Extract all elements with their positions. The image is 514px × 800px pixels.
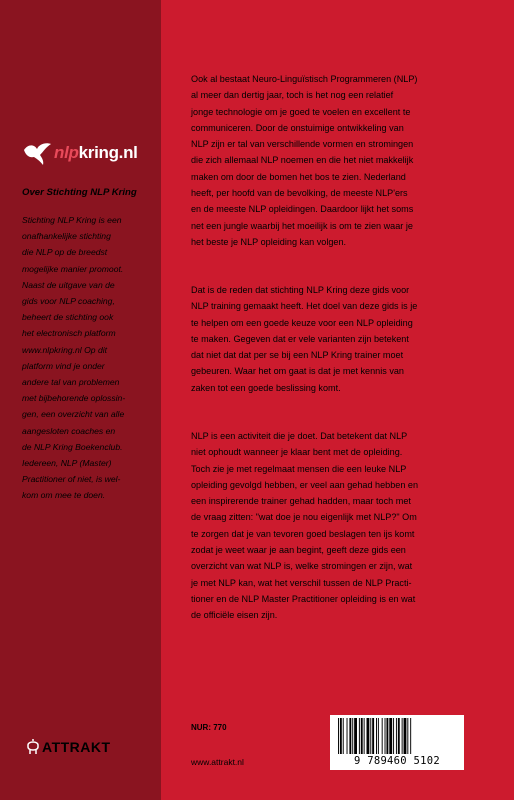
- barcode-bars: [336, 718, 458, 754]
- barcode-bar: [382, 718, 383, 754]
- paragraph-line: je met NLP kan, wat het verschil tussen de NLP Practi-: [191, 577, 412, 588]
- barcode-bar: [364, 718, 365, 754]
- paragraph-line: maken om door de bomen het bos te zien. Nederland: [191, 171, 406, 182]
- about-text-line: aangesloten coaches en: [22, 425, 116, 436]
- barcode-bar: [389, 718, 392, 754]
- paragraph-line: te maken. Gegeven dat er vele varianten zijn betekent: [191, 333, 409, 344]
- isbn-barcode: [330, 715, 464, 770]
- publisher-logo: [26, 739, 111, 755]
- barcode-bar: [385, 718, 386, 754]
- about-text-line: de NLP Kring Boekenclub.: [22, 441, 123, 452]
- barcode-bar: [404, 718, 407, 754]
- paragraph-intro: [191, 71, 496, 250]
- barcode-bar: [361, 718, 363, 754]
- about-text-line: Practitioner of niet, is wel-: [22, 474, 121, 485]
- barcode-bar: [354, 718, 357, 754]
- barcode-bar: [398, 718, 400, 754]
- publisher-name: ATTRAKT: [42, 739, 111, 755]
- paragraph-line: te helpen om een goede keuze voor een NLP opleiding: [191, 317, 413, 328]
- about-text-line: Naast de uitgave van de: [22, 279, 115, 290]
- paragraph-line: de vraag zitten: "wat doe je nou eigenlijk met NLP?" Om: [191, 512, 417, 523]
- barcode-bar: [393, 718, 394, 754]
- about-text-line: gids voor NLP coaching,: [22, 296, 115, 307]
- paragraph-line: een inspirerende trainer gehad hadden, maar toch met: [191, 496, 411, 507]
- about-text-line: kom om mee te doen.: [22, 490, 106, 501]
- about-text-line: het electronisch platform: [22, 328, 116, 339]
- about-text-line: onafhankelijke stichting: [22, 231, 111, 242]
- about-text-line: mogelijke manier promoot.: [22, 263, 124, 274]
- isbn-digits: 9 789460 510: [353, 755, 434, 767]
- paragraph-line: de officiële eisen zijn.: [191, 610, 278, 621]
- logo-nlp: nlp: [54, 143, 79, 162]
- barcode-bar: [347, 718, 348, 754]
- isbn-number: [336, 755, 458, 767]
- about-text-line: beheert de stichting ook: [22, 312, 114, 323]
- barcode-bar: [407, 718, 408, 754]
- paragraph-line: net een jungle waarbij het moeilijk is om te zien waar je: [191, 220, 413, 231]
- website-url: www.attrakt.nl: [191, 757, 244, 767]
- logo-wordmark: [54, 143, 138, 163]
- barcode-bar: [352, 718, 353, 754]
- about-text-line: gen, een overzicht van alle: [22, 409, 125, 420]
- about-text-line: met bijbehorende oplossin-: [22, 393, 126, 404]
- paragraph-line: NLP is een activiteit die je doet. Dat betekent dat NLP: [191, 431, 408, 441]
- paragraph-line: zaken tot een goede beslissing komt.: [191, 382, 341, 393]
- about-text-line: Iedereen, NLP (Master): [22, 458, 112, 469]
- barcode-bar: [367, 718, 370, 754]
- barcode-bar: [402, 718, 403, 754]
- paragraph-line: tioner en de NLP Master Practitioner opleiding is en wat: [191, 593, 416, 604]
- logo-kring: kring.nl: [78, 143, 138, 162]
- barcode-bar: [410, 718, 411, 754]
- nlp-kring-logo: [22, 140, 138, 166]
- about-text: [22, 212, 154, 504]
- paragraph-line: het beste je NLP opleiding kan volgen.: [191, 236, 347, 247]
- barcode-bar: [370, 718, 371, 754]
- paragraph-line: overzicht van wat NLP is, welke stromingen er zijn, wat: [191, 561, 413, 572]
- paragraph-line: al meer dan dertig jaar, toch is het nog een relatief: [191, 90, 394, 101]
- paragraph-line: NLP training gemaakt heeft. Het doel van deze gids is je: [191, 301, 418, 312]
- about-text-line: andere tal van problemen: [22, 377, 120, 388]
- about-text-line: Stichting NLP Kring is een: [22, 215, 122, 225]
- about-text-line: platform vind je onder: [22, 360, 105, 371]
- paragraph-purpose: [191, 282, 496, 396]
- about-text-line: die NLP op de breedst: [22, 247, 108, 258]
- attrakt-icon: [26, 739, 40, 755]
- paragraph-line: jonge technologie om je goed te voelen en excellent te: [191, 106, 411, 117]
- paragraph-line: en de meeste NLP opleidingen. Daardoor lijkt het soms: [191, 204, 414, 215]
- barcode-bar: [372, 718, 374, 754]
- paragraph-line: communiceren. Door de onstuimige ontwikkeling van: [191, 122, 404, 133]
- barcode-bar: [340, 718, 342, 754]
- paragraph-line: Dat is de reden dat stichting NLP Kring deze gids voor: [191, 285, 410, 295]
- dove-icon: [22, 140, 52, 166]
- barcode-bar: [378, 718, 379, 754]
- paragraph-line: gebeuren. Waar het om gaat is dat je met kennis van: [191, 366, 404, 377]
- about-title: Over Stichting NLP Kring: [22, 187, 137, 198]
- paragraph-activity: [191, 428, 496, 624]
- barcode-bar: [359, 718, 360, 754]
- paragraph-line: Ook al bestaat Neuro-Linguïstisch Programmeren (NLP): [191, 74, 418, 84]
- barcode-bar: [338, 718, 339, 754]
- barcode-bar: [376, 718, 377, 754]
- paragraph-line: heeft, per hoofd van de bevolking, de meeste NLP'ers: [191, 188, 408, 199]
- nur-code: NUR: 770: [191, 723, 227, 732]
- barcode-bar: [349, 718, 351, 754]
- barcode-bar: [386, 718, 388, 754]
- paragraph-line: niet ophoudt wanneer je klaar bent met de opleiding.: [191, 447, 403, 458]
- isbn-tail: 2: [433, 755, 441, 767]
- barcode-bar: [396, 718, 397, 754]
- about-text-line: www.nlpkring.nl Op dit: [22, 344, 108, 355]
- paragraph-line: zodat je weet waar je aan begint, geeft deze gids een: [191, 545, 406, 556]
- paragraph-line: Toch zie je met regelmaat mensen die een leuke NLP: [191, 463, 407, 474]
- barcode-bar: [343, 718, 344, 754]
- paragraph-line: NLP zijn er tal van verschillende vormen en stromingen: [191, 139, 414, 150]
- paragraph-line: die zich allemaal NLP noemen en die het niet makkelijk: [191, 155, 414, 166]
- paragraph-line: opleiding gevolgd hebben, er veel aan gehad hebben en: [191, 479, 419, 490]
- paragraph-line: dat niet dat dat per se bij een NLP Kring trainer moet: [191, 350, 404, 361]
- paragraph-line: te zorgen dat je van tevoren goed beslagen ten ijs komt: [191, 528, 415, 539]
